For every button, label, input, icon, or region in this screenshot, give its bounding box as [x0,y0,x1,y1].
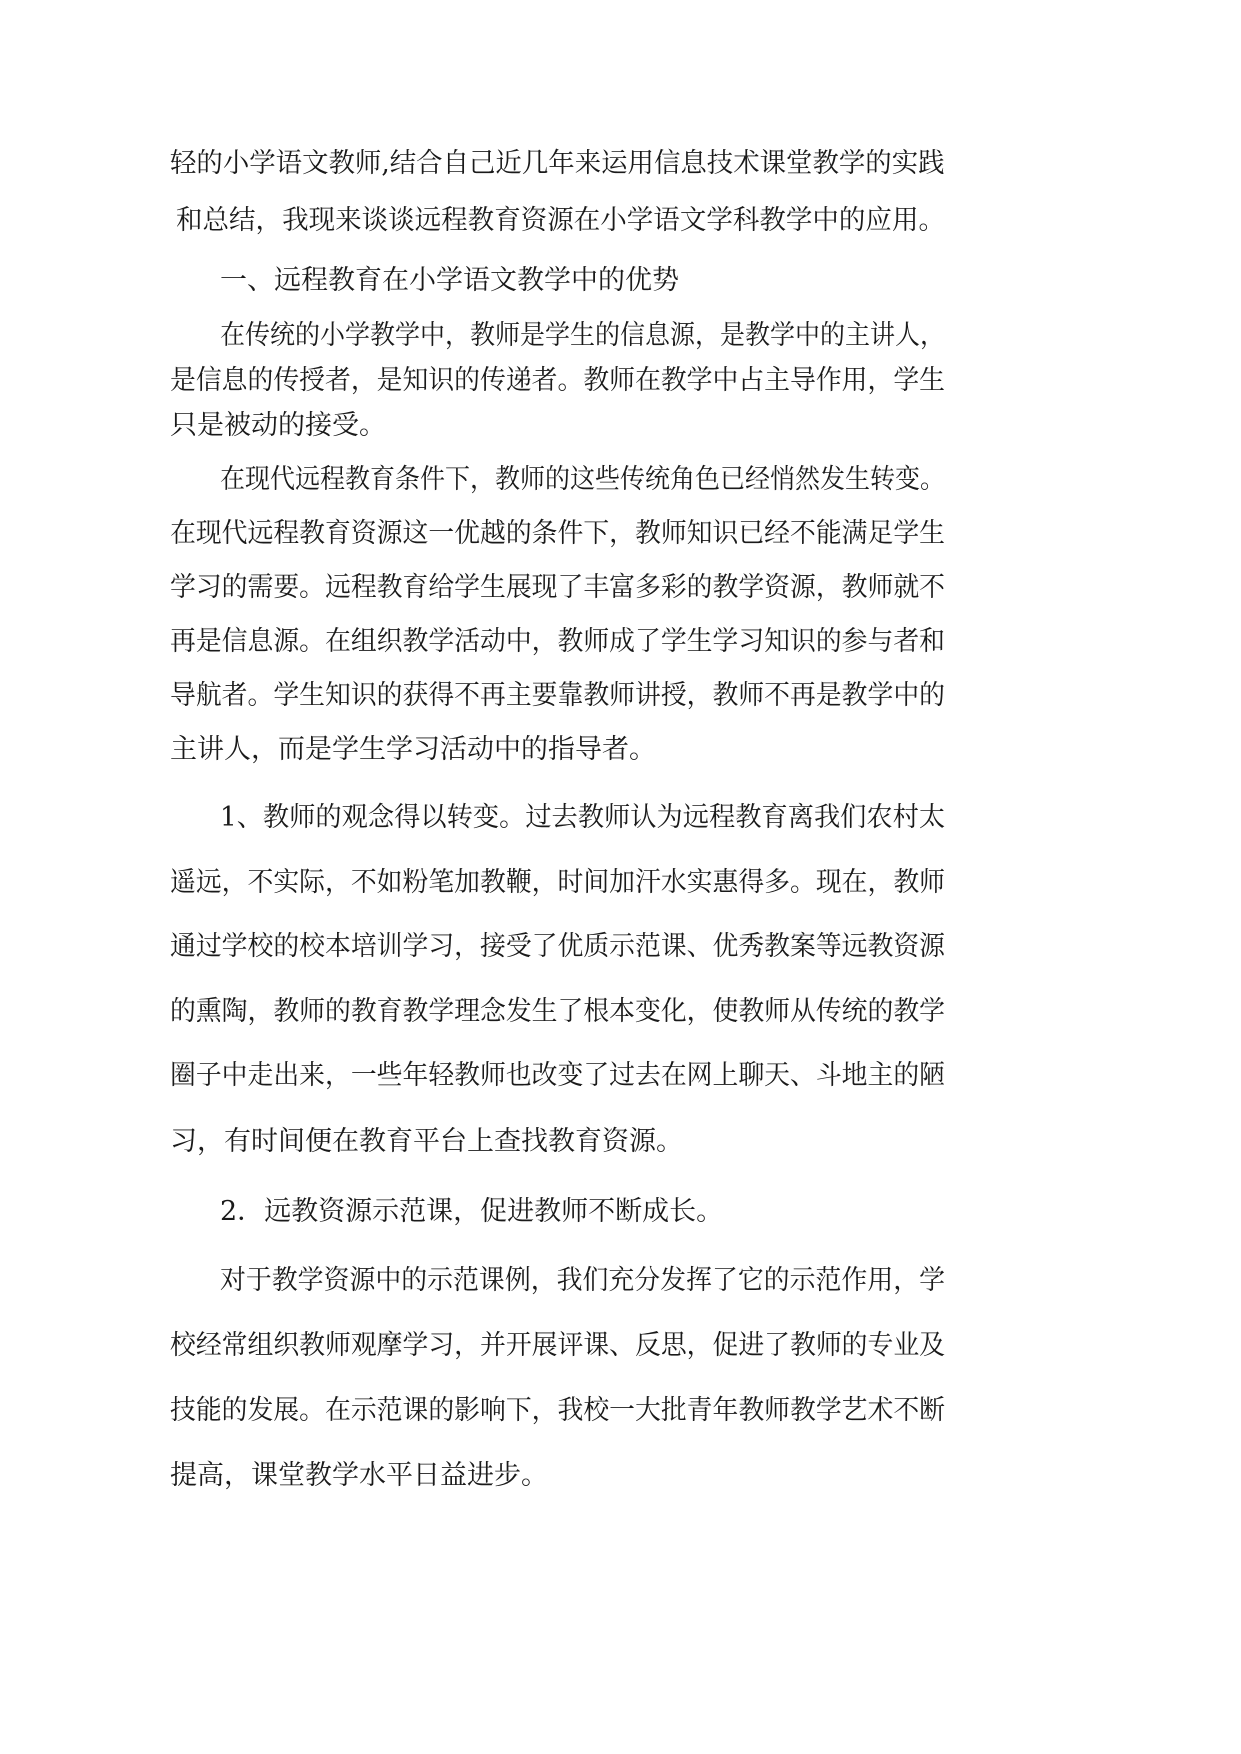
line-text: 主讲人，而是学生学习活动中的指导者。 [170,734,656,765]
line-text: 和总结，我现来谈谈远程教育资源在小学语文学科教学中的应用。 [176,205,945,236]
line-text: 的熏陶，教师的教育教学理念发生了根本变化，使教师从传统的教学 [170,996,946,1027]
text-line [0,458,1241,502]
text-line [0,1454,1241,1498]
text-line [0,1324,1241,1368]
text-line [0,512,1241,556]
line-text: 在现代远程教育条件下，教师的这些传统角色已经悄然发生转变。 [220,464,945,495]
line-text: 圈子中走出来，一些年轻教师也改变了过去在网上聊天、斗地主的陋 [170,1060,946,1091]
text-line [0,1190,1241,1234]
line-text: 学习的需要。远程教育给学生展现了丰富多彩的教学资源，教师就不 [170,572,946,603]
line-text: 校经常组织教师观摩学习，并开展评课、反思，促进了教师的专业及 [170,1330,946,1361]
text-line [0,1389,1241,1433]
line-text: 对于教学资源中的示范课例，我们充分发挥了它的示范作用，学 [220,1265,946,1296]
line-text: 1、教师的观念得以转变。过去教师认为远程教育离我们农村太 [220,802,946,833]
text-line [0,925,1241,969]
text-line [0,359,1241,403]
line-text: 是信息的传授者，是知识的传递者。教师在教学中占主导作用，学生 [170,365,946,396]
text-line [0,404,1241,448]
text-line [0,199,1241,243]
text-line [0,142,1241,186]
line-text: 2．远教资源示范课，促进教师不断成长。 [220,1196,724,1227]
text-line [0,566,1241,610]
text-line [0,1054,1241,1098]
text-line [0,620,1241,664]
line-text: 在现代远程教育资源这一优越的条件下，教师知识已经不能满足学生 [170,518,946,549]
text-line [0,1259,1241,1303]
line-text: 在传统的小学教学中，教师是学生的信息源，是教学中的主讲人， [220,320,945,351]
line-text: 一、远程教育在小学语文教学中的优势 [220,265,679,296]
line-text: 提高，课堂教学水平日益进步。 [170,1460,548,1491]
line-text: 轻的小学语文教师,结合自己近几年来运用信息技术课堂教学的实践 [170,148,945,179]
line-text: 技能的发展。在示范课的影响下，我校一大批青年教师教学艺术不断 [170,1395,946,1426]
line-text: 习，有时间便在教育平台上查找教育资源。 [170,1126,683,1157]
text-line [0,1120,1241,1164]
text-line [0,314,1241,358]
text-line [0,796,1241,840]
section-heading [0,259,1241,303]
line-text: 导航者。学生知识的获得不再主要靠教师讲授，教师不再是教学中的 [170,680,946,711]
line-text: 只是被动的接受。 [170,410,386,441]
line-text: 再是信息源。在组织教学活动中，教师成了学生学习知识的参与者和 [170,626,946,657]
text-line [0,674,1241,718]
text-line [0,728,1241,772]
line-text: 通过学校的校本培训学习，接受了优质示范课、优秀教案等远教资源 [170,931,946,962]
text-line [0,861,1241,905]
line-text: 遥远，不实际，不如粉笔加教鞭，时间加汗水实惠得多。现在，教师 [170,867,946,898]
text-line [0,990,1241,1034]
